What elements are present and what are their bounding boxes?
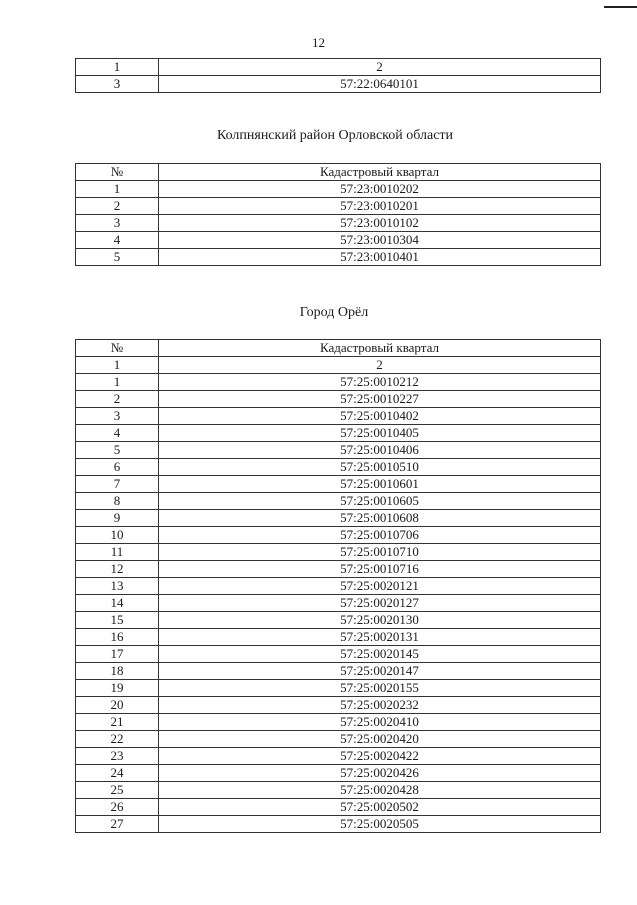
row-number-cell: 1: [76, 374, 159, 391]
row-number-cell: 2: [76, 198, 159, 215]
cadastral-quarter-cell: 57:25:0020502: [159, 799, 601, 816]
table-row: [76, 561, 601, 578]
table-row: [76, 697, 601, 714]
corner-mark: [604, 6, 637, 8]
cadastral-quarter-cell: 57:25:0010601: [159, 476, 601, 493]
table-row: [76, 595, 601, 612]
cadastral-quarter-cell: 57:25:0020428: [159, 782, 601, 799]
table-row: [76, 510, 601, 527]
cadastral-quarter-cell: 57:25:0010405: [159, 425, 601, 442]
table-row: [76, 181, 601, 198]
row-number-cell: 4: [76, 232, 159, 249]
cadastral-quarter-cell: 57:25:0020147: [159, 663, 601, 680]
row-number-cell: 1: [76, 181, 159, 198]
table-row: [76, 765, 601, 782]
column-number-cell: 1: [76, 357, 159, 374]
row-number-cell: 16: [76, 629, 159, 646]
table-row: [76, 76, 601, 93]
table-row: [76, 799, 601, 816]
row-number-cell: 6: [76, 459, 159, 476]
cadastral-quarter-cell: 57:25:0020131: [159, 629, 601, 646]
cadastral-quarter-cell: 57:25:0010716: [159, 561, 601, 578]
cadastral-quarter-cell: 57:25:0020155: [159, 680, 601, 697]
row-number-cell: 13: [76, 578, 159, 595]
table-row: [76, 459, 601, 476]
row-number-cell: 27: [76, 816, 159, 833]
cadastral-quarter-cell: 57:25:0020127: [159, 595, 601, 612]
cadastral-quarter-cell: 57:25:0020505: [159, 816, 601, 833]
cadastral-quarter-cell: 57:25:0020420: [159, 731, 601, 748]
cadastral-quarter-cell: 57:25:0010608: [159, 510, 601, 527]
table-row: [76, 731, 601, 748]
row-number-cell: 19: [76, 680, 159, 697]
cadastral-quarter-cell: 57:25:0020232: [159, 697, 601, 714]
row-number-cell: 8: [76, 493, 159, 510]
cadastral-quarter-cell: 57:25:0020422: [159, 748, 601, 765]
table-row: [76, 442, 601, 459]
row-number-cell: 2: [76, 391, 159, 408]
table-row: [76, 232, 601, 249]
table-row: [76, 748, 601, 765]
row-number-cell: 3: [76, 408, 159, 425]
row-number-cell: 15: [76, 612, 159, 629]
cadastral-quarter-cell: 57:23:0010102: [159, 215, 601, 232]
row-number-cell: 4: [76, 425, 159, 442]
kolpny-cadastral-table: [75, 163, 601, 266]
row-number-cell: 17: [76, 646, 159, 663]
row-number-cell: 12: [76, 561, 159, 578]
table-row: [76, 425, 601, 442]
row-number-cell: 3: [76, 215, 159, 232]
table-row: [76, 646, 601, 663]
table-row: [76, 374, 601, 391]
cadastral-quarter-cell: 57:23:0010201: [159, 198, 601, 215]
table-header-row: [76, 340, 601, 357]
table-row: [76, 782, 601, 799]
column-number-cell: 1: [76, 59, 159, 76]
cadastral-quarter-cell: 57:25:0020130: [159, 612, 601, 629]
cadastral-quarter-cell: 57:25:0020410: [159, 714, 601, 731]
row-number-cell: 21: [76, 714, 159, 731]
table-row: [76, 680, 601, 697]
table-row: [76, 476, 601, 493]
cadastral-quarter-cell: 57:25:0010406: [159, 442, 601, 459]
row-number-cell: 7: [76, 476, 159, 493]
row-number-cell: 25: [76, 782, 159, 799]
cadastral-quarter-cell: 57:25:0010605: [159, 493, 601, 510]
column-number-cell: 2: [159, 357, 601, 374]
row-number-cell: 11: [76, 544, 159, 561]
table-row: [76, 612, 601, 629]
cadastral-quarter-cell: 57:23:0010304: [159, 232, 601, 249]
page-number: 12: [312, 35, 325, 50]
table-row: [76, 249, 601, 266]
table-row: [76, 816, 601, 833]
table-row: [76, 215, 601, 232]
cadastral-quarter-cell: 57:25:0010227: [159, 391, 601, 408]
table-header-row: [76, 164, 601, 181]
cadastral-quarter-cell: 57:23:0010401: [159, 249, 601, 266]
table-row: [76, 578, 601, 595]
header-quarter-cell: Кадастровый квартал: [159, 164, 601, 181]
row-number-cell: 20: [76, 697, 159, 714]
table-row: [76, 527, 601, 544]
table-header-row: [76, 59, 601, 76]
cadastral-quarter-cell: 57:25:0020121: [159, 578, 601, 595]
cadastral-quarter-cell: 57:25:0010510: [159, 459, 601, 476]
row-number-cell: 18: [76, 663, 159, 680]
table-subheader-row: [76, 357, 601, 374]
section-title-kolpny: Колпнянский район Орловской области: [216, 128, 454, 143]
orel-cadastral-table: [75, 339, 601, 833]
table-row: [76, 714, 601, 731]
row-number-cell: 5: [76, 249, 159, 266]
cadastral-quarter-cell: 57:22:0640101: [159, 76, 601, 93]
row-number-cell: 10: [76, 527, 159, 544]
table-row: [76, 544, 601, 561]
table-row: [76, 493, 601, 510]
row-number-cell: 26: [76, 799, 159, 816]
section-title-orel: Город Орёл: [299, 305, 369, 320]
table-row: [76, 663, 601, 680]
cadastral-quarter-cell: 57:23:0010202: [159, 181, 601, 198]
table-row: [76, 408, 601, 425]
row-number-cell: 24: [76, 765, 159, 782]
row-number-cell: 22: [76, 731, 159, 748]
cadastral-quarter-cell: 57:25:0020145: [159, 646, 601, 663]
header-quarter-cell: Кадастровый квартал: [159, 340, 601, 357]
cadastral-quarter-cell: 57:25:0010212: [159, 374, 601, 391]
table-row: [76, 391, 601, 408]
cadastral-quarter-cell: 57:25:0010710: [159, 544, 601, 561]
cadastral-quarter-cell: 57:25:0020426: [159, 765, 601, 782]
cadastral-quarter-cell: 57:25:0010402: [159, 408, 601, 425]
column-number-cell: 2: [159, 59, 601, 76]
table-row: [76, 198, 601, 215]
row-number-cell: 9: [76, 510, 159, 527]
cadastral-quarter-cell: 57:25:0010706: [159, 527, 601, 544]
continuation-table: [75, 58, 601, 93]
row-number-cell: 5: [76, 442, 159, 459]
header-number-cell: №: [76, 340, 159, 357]
row-number-cell: 14: [76, 595, 159, 612]
header-number-cell: №: [76, 164, 159, 181]
row-number-cell: 23: [76, 748, 159, 765]
table-row: [76, 629, 601, 646]
row-number-cell: 3: [76, 76, 159, 93]
